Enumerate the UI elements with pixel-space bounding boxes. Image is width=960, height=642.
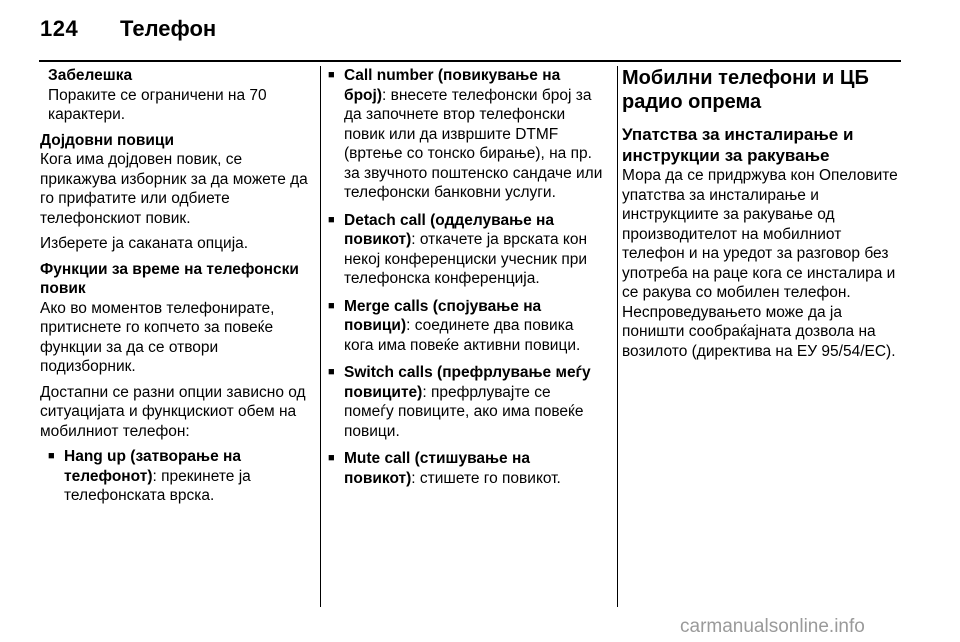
list-item [328,363,604,441]
header-rule [39,60,901,62]
option-term: Call number (повикување на број) [344,67,561,104]
option-desc: : префрлувајте се помеѓу повиците, ако има повеќе повици. [344,383,584,440]
option-term: Merge calls (спојување на повици) [344,297,542,334]
option-desc: : стишете го повикот. [411,469,561,487]
column-divider [617,66,618,607]
paragraph: Кога има дојдовен повик, се прикажува изборник за да можете да го прифатите или одбиете телефонскиот повик. [40,151,308,227]
page-title: Телефон [120,16,217,41]
section-title-call-functions: Функции за време на телефонски повик [40,260,299,297]
note-box [40,66,308,125]
list-item [48,447,308,506]
option-term: Switch calls (префрлување меѓу повиците) [344,364,591,401]
column-right [622,66,904,361]
page-header [0,0,960,62]
note-title: Забелешка [48,67,133,84]
paragraph: Достапни се разни опции зависно од ситуацијата и функцискиот обем на мобилниот телефон: [40,383,306,440]
section-heading: Мобилни телефони и ЦБ радио опрема [622,67,869,113]
list-item [328,211,604,289]
option-term: Hang up (затворање на телефонот) [64,448,242,485]
list-item [328,66,604,203]
watermark: carmanualsonline.info [680,616,865,637]
option-desc: : прекинете ја телефонската врска. [64,467,251,504]
option-desc: : откачете ја врската кон некој конференциски учесник при телефонска конференција. [344,231,588,287]
page-number: 124 [40,16,79,41]
paragraph: Ако во моментов телефонирате, притиснете го копчето за повеќе функции за да се отвори подизборник. [40,299,275,375]
column-middle [328,66,604,496]
subsection-heading: Упатства за инсталирање и инструкции за ракување [622,125,854,165]
list-item [328,449,604,488]
note-text: Пораките се ограничени на 70 карактери. [48,86,267,123]
paragraph: Изберете ја саканата опција. [40,235,249,252]
option-desc: : соединете два повика кога има повеќе активни повици. [344,317,581,354]
option-desc: : внесете телефонски број за да започнете втор телефонски повик или да извршите DTMF (вртење со тонско бирање), на пр. за звучното поштенско сандаче или телефонски банковни услуги. [344,86,603,201]
option-list [328,66,604,488]
option-term: Mute call (стишување на повикот) [344,450,530,487]
option-term: Detach call (одделување на повикот) [344,211,555,248]
paragraph: Неспроведувањето може да ја поништи сообраќајната дозвола на возилото (директива на ЕУ 95/54/ЕС). [622,303,896,360]
paragraph: Мора да се придржува кон Опеловите упатства за инсталирање и инструкциите за ракување од производителот на мобилниот телефон и на уредот за разговор без употреба на раце кога се инсталира и се ракува со мобилен телефон. [622,167,898,301]
section-title-incoming-calls: Дојдовни повици [40,131,174,149]
column-divider [320,66,321,607]
option-list [40,447,308,506]
column-left [40,66,308,514]
list-item [328,297,604,356]
